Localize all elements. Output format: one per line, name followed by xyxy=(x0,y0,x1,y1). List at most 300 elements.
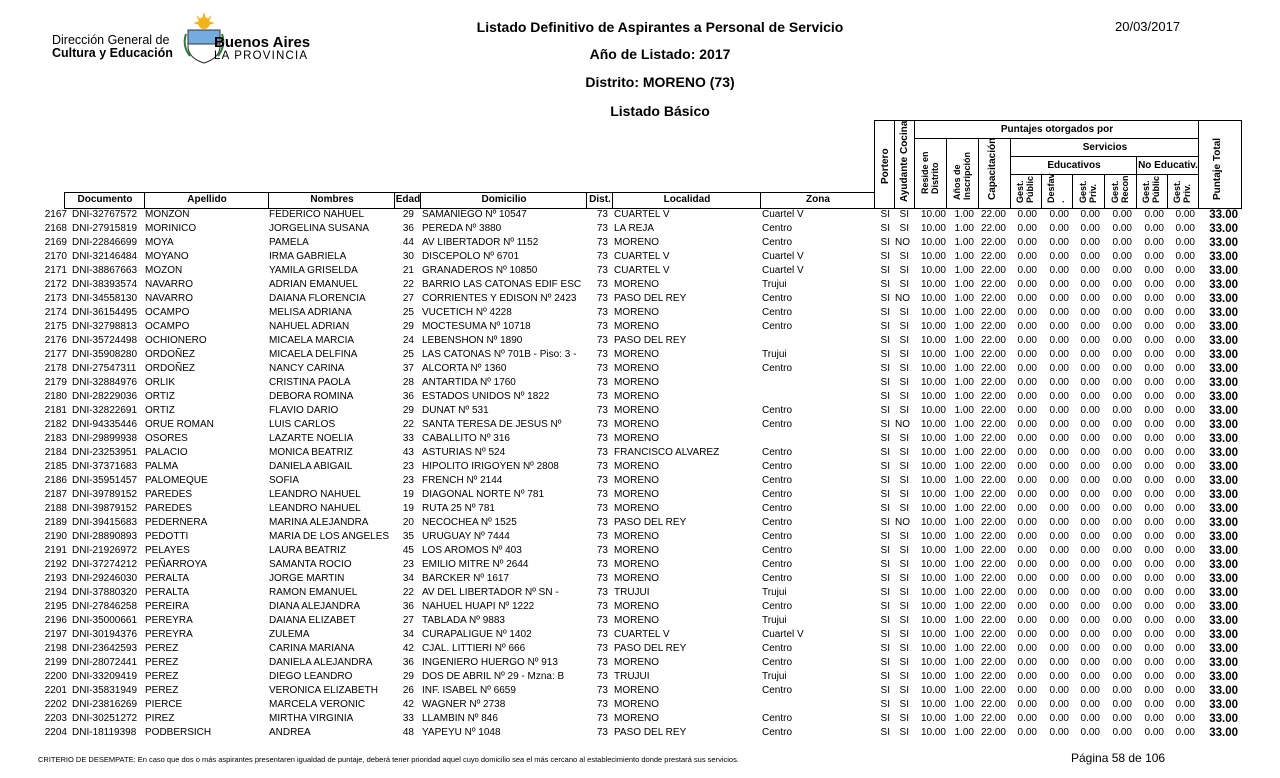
cell-nombres: FLAVIO DARIO xyxy=(269,405,339,416)
cell-score-s5: 0.00 xyxy=(1144,713,1164,724)
cell-portero: SI xyxy=(880,489,890,500)
cell-portero: SI xyxy=(880,223,890,234)
cell-documento: DNI-18119398 xyxy=(72,727,137,738)
cell-edad: 23 xyxy=(402,559,414,570)
cell-ayudante: SI xyxy=(899,391,909,402)
cell-portero: SI xyxy=(880,531,890,542)
cell-score-s2: 0.00 xyxy=(1049,447,1069,458)
cell-score-s2: 0.00 xyxy=(1049,671,1069,682)
cell-score-s2: 0.00 xyxy=(1049,307,1069,318)
cell-dist: 73 xyxy=(596,335,608,346)
cell-apellido: PERALTA xyxy=(145,573,190,584)
cell-ayudante: SI xyxy=(899,531,909,542)
cell-score-s6: 0.00 xyxy=(1175,657,1195,668)
cell-puntaje-total: 33.00 xyxy=(1209,293,1238,305)
cell-score-cap: 22.00 xyxy=(980,713,1006,724)
cell-score-s4: 0.00 xyxy=(1112,531,1132,542)
cell-nombres: VERONICA ELIZABETH xyxy=(269,685,378,696)
cell-score-s5: 0.00 xyxy=(1144,475,1164,486)
cell-score-s4: 0.00 xyxy=(1112,657,1132,668)
cell-puntaje-total: 33.00 xyxy=(1209,671,1238,683)
table-row xyxy=(0,474,1280,488)
cell-domicilio: MOCTESUMA Nº 10718 xyxy=(422,321,531,332)
cell-score-s3: 0.00 xyxy=(1080,531,1100,542)
report-date: 20/03/2017 xyxy=(1115,19,1181,34)
cell-puntaje-total: 33.00 xyxy=(1209,237,1238,249)
cell-documento: DNI-33209419 xyxy=(72,671,138,682)
cell-score-s6: 0.00 xyxy=(1175,643,1195,654)
cell-score-cap: 22.00 xyxy=(980,671,1006,682)
cell-score-s1: 0.00 xyxy=(1017,559,1037,570)
cell-score-cap: 22.00 xyxy=(980,349,1006,360)
cell-score-s4: 0.00 xyxy=(1112,587,1132,598)
cell-score-s4: 0.00 xyxy=(1112,447,1132,458)
cell-score-s1: 0.00 xyxy=(1017,713,1037,724)
cell-score-s2: 0.00 xyxy=(1049,209,1069,220)
cell-dist: 73 xyxy=(596,349,608,360)
cell-score-ani: 1.00 xyxy=(954,727,974,738)
listing-subtitle: Listado Básico xyxy=(610,103,710,119)
cell-localidad: MORENO xyxy=(614,657,659,668)
cell-documento: DNI-28890893 xyxy=(72,531,138,542)
cell-localidad: LA REJA xyxy=(614,223,655,234)
cell-apellido: PEDERNERA xyxy=(145,517,208,528)
cell-score-s2: 0.00 xyxy=(1049,419,1069,430)
cell-apellido: PELAYES xyxy=(145,545,190,556)
cell-apellido: PEREYRA xyxy=(145,615,193,626)
cell-portero: SI xyxy=(880,349,890,360)
row-number: 2204 xyxy=(44,727,67,738)
cell-score-s3: 0.00 xyxy=(1080,615,1100,626)
cell-score-s6: 0.00 xyxy=(1175,461,1195,472)
cell-apellido: MOYA xyxy=(145,237,174,248)
cell-puntaje-total: 33.00 xyxy=(1209,377,1238,389)
cell-localidad: PASO DEL REY xyxy=(614,643,687,654)
cell-score-s6: 0.00 xyxy=(1175,559,1195,570)
cell-nombres: MARCELA VERONIC xyxy=(269,699,366,710)
cell-score-s3: 0.00 xyxy=(1080,475,1100,486)
cell-score-s6: 0.00 xyxy=(1175,237,1195,248)
cell-score-s6: 0.00 xyxy=(1175,279,1195,290)
cell-dist: 73 xyxy=(596,475,608,486)
cell-localidad: MORENO xyxy=(614,489,659,500)
cell-score-s5: 0.00 xyxy=(1144,405,1164,416)
cell-domicilio: SANTA TERESA DE JESUS Nº xyxy=(422,419,562,430)
cell-score-s1: 0.00 xyxy=(1017,237,1037,248)
cell-apellido: MOYANO xyxy=(145,251,189,262)
cell-documento: DNI-29246030 xyxy=(72,573,138,584)
cell-score-res: 10.00 xyxy=(920,727,946,738)
cell-puntaje-total: 33.00 xyxy=(1209,307,1238,319)
cell-score-s2: 0.00 xyxy=(1049,251,1069,262)
row-number: 2175 xyxy=(44,321,67,332)
cell-score-s4: 0.00 xyxy=(1112,419,1132,430)
cell-localidad: MORENO xyxy=(614,321,659,332)
cell-portero: SI xyxy=(880,587,890,598)
cell-score-res: 10.00 xyxy=(920,643,946,654)
cell-domicilio: ANTARTIDA Nº 1760 xyxy=(422,377,516,388)
table-row xyxy=(0,712,1280,726)
cell-ayudante: SI xyxy=(899,475,909,486)
row-number: 2187 xyxy=(44,489,67,500)
cell-apellido: MORINICO xyxy=(145,223,197,234)
cell-dist: 73 xyxy=(596,657,608,668)
cell-puntaje-total: 33.00 xyxy=(1209,531,1238,543)
cell-score-s2: 0.00 xyxy=(1049,363,1069,374)
cell-score-ani: 1.00 xyxy=(954,559,974,570)
cell-nombres: DANIELA ALEJANDRA xyxy=(269,657,373,668)
cell-dist: 73 xyxy=(596,685,608,696)
cell-score-s2: 0.00 xyxy=(1049,265,1069,276)
cell-apellido: PAREDES xyxy=(145,489,193,500)
cell-apellido: MONZON xyxy=(145,209,190,220)
cell-score-s1: 0.00 xyxy=(1017,475,1037,486)
cell-documento: DNI-23816269 xyxy=(72,699,138,710)
table-row xyxy=(0,628,1280,642)
cell-score-s1: 0.00 xyxy=(1017,433,1037,444)
cell-score-s2: 0.00 xyxy=(1049,713,1069,724)
cell-edad: 22 xyxy=(402,587,414,598)
row-number: 2176 xyxy=(44,335,67,346)
row-number: 2177 xyxy=(44,349,67,360)
cell-domicilio: LLAMBIN Nº 846 xyxy=(422,713,498,724)
cell-score-ani: 1.00 xyxy=(954,237,974,248)
cell-ayudante: SI xyxy=(899,573,909,584)
cell-score-s2: 0.00 xyxy=(1049,223,1069,234)
cell-documento: DNI-30251272 xyxy=(72,713,138,724)
cell-score-s3: 0.00 xyxy=(1080,657,1100,668)
cell-score-s2: 0.00 xyxy=(1049,517,1069,528)
cell-score-s6: 0.00 xyxy=(1175,209,1195,220)
cell-score-s4: 0.00 xyxy=(1112,335,1132,346)
cell-nombres: FEDERICO NAHUEL xyxy=(269,209,365,220)
cell-apellido: PEREZ xyxy=(145,671,179,682)
cell-domicilio: DOS DE ABRIL Nº 29 - Mzna: B xyxy=(422,671,565,682)
cell-zona: Centro xyxy=(762,475,793,486)
cell-score-cap: 22.00 xyxy=(980,573,1006,584)
cell-dist: 73 xyxy=(596,489,608,500)
cell-ayudante: SI xyxy=(899,265,909,276)
cell-score-s4: 0.00 xyxy=(1112,349,1132,360)
cell-apellido: ORLIK xyxy=(145,377,176,388)
cell-score-s5: 0.00 xyxy=(1144,587,1164,598)
cell-score-s6: 0.00 xyxy=(1175,587,1195,598)
cell-edad: 42 xyxy=(402,699,414,710)
cell-documento: DNI-28229036 xyxy=(72,391,138,402)
cell-score-ani: 1.00 xyxy=(954,293,974,304)
cell-localidad: TRUJUI xyxy=(614,587,650,598)
table-row xyxy=(0,460,1280,474)
cell-nombres: DANIELA ABIGAIL xyxy=(269,461,353,472)
row-number: 2185 xyxy=(44,461,67,472)
cell-score-s6: 0.00 xyxy=(1175,601,1195,612)
cell-localidad: MORENO xyxy=(614,699,659,710)
cell-score-ani: 1.00 xyxy=(954,251,974,262)
cell-zona: Centro xyxy=(762,531,793,542)
row-number: 2167 xyxy=(44,209,67,220)
cell-score-s2: 0.00 xyxy=(1049,657,1069,668)
cell-zona: Centro xyxy=(762,363,793,374)
cell-nombres: LEANDRO NAHUEL xyxy=(269,503,361,514)
row-number: 2168 xyxy=(44,223,67,234)
cell-score-res: 10.00 xyxy=(920,349,946,360)
cell-documento: DNI-35908280 xyxy=(72,349,138,360)
cell-ayudante: SI xyxy=(899,643,909,654)
cell-portero: SI xyxy=(880,279,890,290)
page-number: Página 58 de 106 xyxy=(1071,751,1166,765)
cell-score-ani: 1.00 xyxy=(954,307,974,318)
cell-zona: Trujui xyxy=(762,349,787,360)
cell-zona: Centro xyxy=(762,657,793,668)
cell-score-s5: 0.00 xyxy=(1144,489,1164,500)
cell-score-s3: 0.00 xyxy=(1080,587,1100,598)
cell-dist: 73 xyxy=(596,531,608,542)
group-servicios xyxy=(1010,138,1200,158)
col-gest-public-no-edu-label: Gest. Públic xyxy=(1141,175,1161,203)
cell-localidad: MORENO xyxy=(614,559,659,570)
cell-localidad: MORENO xyxy=(614,363,659,374)
cell-nombres: LAURA BEATRIZ xyxy=(269,545,347,556)
cell-domicilio: INF. ISABEL Nº 6659 xyxy=(422,685,516,696)
col-capacitacion-label: Capacitación xyxy=(987,137,998,200)
cell-domicilio: CORRIENTES Y EDISON Nº 2423 xyxy=(422,293,577,304)
cell-score-s1: 0.00 xyxy=(1017,223,1037,234)
cell-ayudante: SI xyxy=(899,433,909,444)
cell-documento: DNI-36154495 xyxy=(72,307,138,318)
cell-score-s2: 0.00 xyxy=(1049,377,1069,388)
cell-score-ani: 1.00 xyxy=(954,405,974,416)
cell-score-cap: 22.00 xyxy=(980,209,1006,220)
cell-score-res: 10.00 xyxy=(920,713,946,724)
table-row xyxy=(0,488,1280,502)
col-ayudante-label: Ayudante Cocina xyxy=(899,120,910,202)
cell-nombres: SOFIA xyxy=(269,475,300,486)
cell-score-s5: 0.00 xyxy=(1144,671,1164,682)
cell-dist: 73 xyxy=(596,671,608,682)
cell-score-res: 10.00 xyxy=(920,573,946,584)
cell-score-ani: 1.00 xyxy=(954,601,974,612)
cell-score-s1: 0.00 xyxy=(1017,489,1037,500)
cell-domicilio: DISCEPOLO Nº 6701 xyxy=(422,251,520,262)
cell-score-s1: 0.00 xyxy=(1017,615,1037,626)
cell-score-res: 10.00 xyxy=(920,517,946,528)
cell-portero: SI xyxy=(880,545,890,556)
cell-apellido: PALACIO xyxy=(145,447,188,458)
row-number: 2188 xyxy=(44,503,67,514)
cell-score-ani: 1.00 xyxy=(954,671,974,682)
cell-score-cap: 22.00 xyxy=(980,489,1006,500)
cell-score-s5: 0.00 xyxy=(1144,531,1164,542)
cell-score-s6: 0.00 xyxy=(1175,223,1195,234)
cell-dist: 73 xyxy=(596,629,608,640)
cell-puntaje-total: 33.00 xyxy=(1209,699,1238,711)
cell-score-cap: 22.00 xyxy=(980,321,1006,332)
cell-score-ani: 1.00 xyxy=(954,279,974,290)
table-row xyxy=(0,404,1280,418)
cell-score-s2: 0.00 xyxy=(1049,531,1069,542)
cell-puntaje-total: 33.00 xyxy=(1209,251,1238,263)
cell-score-ani: 1.00 xyxy=(954,265,974,276)
cell-score-s2: 0.00 xyxy=(1049,475,1069,486)
cell-dist: 73 xyxy=(596,223,608,234)
row-number: 2172 xyxy=(44,279,67,290)
cell-portero: SI xyxy=(880,713,890,724)
cell-domicilio: DUNAT Nº 531 xyxy=(422,405,489,416)
cell-nombres: JORGE MARTIN xyxy=(269,573,345,584)
tiebreak-criteria: CRITERIO DE DESEMPATE: En caso que dos o más aspirantes presentaren igualdad de puntaje, deberá tener prioridad aquel cuyo domicilio sea el más cercano al establecimiento donde prestará sus servicios. xyxy=(38,755,739,764)
cell-score-s3: 0.00 xyxy=(1080,545,1100,556)
cell-zona: Cuartel V xyxy=(762,209,804,220)
cell-documento: DNI-32822691 xyxy=(72,405,138,416)
cell-documento: DNI-94335446 xyxy=(72,419,138,430)
cell-puntaje-total: 33.00 xyxy=(1209,265,1238,277)
cell-portero: SI xyxy=(880,293,890,304)
cell-score-cap: 22.00 xyxy=(980,699,1006,710)
cell-puntaje-total: 33.00 xyxy=(1209,433,1238,445)
cell-score-cap: 22.00 xyxy=(980,643,1006,654)
cell-score-res: 10.00 xyxy=(920,531,946,542)
cell-score-res: 10.00 xyxy=(920,461,946,472)
cell-documento: DNI-35724498 xyxy=(72,335,138,346)
cell-edad: 23 xyxy=(402,461,414,472)
row-number: 2194 xyxy=(44,587,67,598)
cell-ayudante: SI xyxy=(899,699,909,710)
cell-score-cap: 22.00 xyxy=(980,447,1006,458)
cell-domicilio: GRANADEROS Nº 10850 xyxy=(422,265,538,276)
cell-score-s1: 0.00 xyxy=(1017,601,1037,612)
cell-edad: 33 xyxy=(402,713,414,724)
cell-portero: SI xyxy=(880,685,890,696)
cell-puntaje-total: 33.00 xyxy=(1209,713,1238,725)
col-zona-label: Zona xyxy=(806,194,830,205)
cell-score-s6: 0.00 xyxy=(1175,251,1195,262)
cell-score-s5: 0.00 xyxy=(1144,335,1164,346)
logo-province-text xyxy=(214,36,310,62)
cell-edad: 20 xyxy=(402,517,414,528)
cell-score-s5: 0.00 xyxy=(1144,559,1164,570)
cell-score-s2: 0.00 xyxy=(1049,629,1069,640)
cell-score-s2: 0.00 xyxy=(1049,559,1069,570)
cell-edad: 30 xyxy=(402,251,414,262)
cell-score-ani: 1.00 xyxy=(954,657,974,668)
cell-score-s4: 0.00 xyxy=(1112,503,1132,514)
cell-domicilio: ESTADOS UNIDOS Nº 1822 xyxy=(422,391,550,402)
cell-score-s2: 0.00 xyxy=(1049,685,1069,696)
cell-score-s3: 0.00 xyxy=(1080,489,1100,500)
cell-score-s1: 0.00 xyxy=(1017,545,1037,556)
cell-score-s4: 0.00 xyxy=(1112,307,1132,318)
cell-score-s3: 0.00 xyxy=(1080,713,1100,724)
cell-localidad: MORENO xyxy=(614,349,659,360)
cell-score-s5: 0.00 xyxy=(1144,419,1164,430)
cell-documento: DNI-34558130 xyxy=(72,293,138,304)
cell-score-s4: 0.00 xyxy=(1112,573,1132,584)
cell-score-s2: 0.00 xyxy=(1049,545,1069,556)
cell-score-s2: 0.00 xyxy=(1049,587,1069,598)
table-row xyxy=(0,698,1280,712)
cell-nombres: MARINA ALEJANDRA xyxy=(269,517,369,528)
cell-domicilio: CURAPALIGUE Nº 1402 xyxy=(422,629,532,640)
cell-score-s3: 0.00 xyxy=(1080,573,1100,584)
cell-score-s4: 0.00 xyxy=(1112,391,1132,402)
cell-domicilio: ASTURIAS Nº 524 xyxy=(422,447,506,458)
cell-domicilio: AV DEL LIBERTADOR Nº SN - xyxy=(422,587,559,598)
cell-apellido: PEREZ xyxy=(145,657,179,668)
row-number: 2170 xyxy=(44,251,67,262)
cell-edad: 44 xyxy=(402,237,414,248)
cell-score-s1: 0.00 xyxy=(1017,461,1037,472)
cell-score-s4: 0.00 xyxy=(1112,713,1132,724)
group-no-educativos-label: No Educativ. xyxy=(1138,160,1198,171)
cell-score-res: 10.00 xyxy=(920,475,946,486)
cell-score-s6: 0.00 xyxy=(1175,615,1195,626)
cell-score-s2: 0.00 xyxy=(1049,601,1069,612)
table-row xyxy=(0,362,1280,376)
cell-apellido: ORUE ROMAN xyxy=(145,419,214,430)
cell-localidad: MORENO xyxy=(614,461,659,472)
cell-zona: Centro xyxy=(762,307,793,318)
cell-score-s1: 0.00 xyxy=(1017,419,1037,430)
cell-score-s1: 0.00 xyxy=(1017,209,1037,220)
cell-documento: DNI-35951457 xyxy=(72,475,138,486)
cell-portero: SI xyxy=(880,391,890,402)
cell-score-ani: 1.00 xyxy=(954,489,974,500)
cell-apellido: NAVARRO xyxy=(145,279,193,290)
cell-score-s1: 0.00 xyxy=(1017,335,1037,346)
cell-dist: 73 xyxy=(596,405,608,416)
cell-score-s3: 0.00 xyxy=(1080,377,1100,388)
cell-score-s4: 0.00 xyxy=(1112,643,1132,654)
cell-apellido: PEÑARROYA xyxy=(145,559,208,570)
cell-ayudante: SI xyxy=(899,349,909,360)
cell-score-s3: 0.00 xyxy=(1080,461,1100,472)
cell-score-s1: 0.00 xyxy=(1017,517,1037,528)
logo-org-line2: Cultura y Educación xyxy=(52,46,173,60)
cell-score-s6: 0.00 xyxy=(1175,671,1195,682)
cell-portero: SI xyxy=(880,433,890,444)
cell-domicilio: SAMANIEGO Nº 10547 xyxy=(422,209,527,220)
table-row xyxy=(0,558,1280,572)
cell-localidad: MORENO xyxy=(614,475,659,486)
cell-portero: SI xyxy=(880,363,890,374)
cell-score-s5: 0.00 xyxy=(1144,615,1164,626)
cell-puntaje-total: 33.00 xyxy=(1209,475,1238,487)
cell-score-res: 10.00 xyxy=(920,433,946,444)
cell-score-s3: 0.00 xyxy=(1080,601,1100,612)
cell-score-s1: 0.00 xyxy=(1017,391,1037,402)
cell-apellido: PEREZ xyxy=(145,685,179,696)
cell-score-s1: 0.00 xyxy=(1017,503,1037,514)
col-localidad-label: Localidad xyxy=(663,194,711,205)
cell-score-s5: 0.00 xyxy=(1144,573,1164,584)
cell-score-s4: 0.00 xyxy=(1112,405,1132,416)
cell-score-s4: 0.00 xyxy=(1112,237,1132,248)
cell-nombres: ZULEMA xyxy=(269,629,310,640)
cell-score-cap: 22.00 xyxy=(980,531,1006,542)
cell-dist: 73 xyxy=(596,377,608,388)
cell-score-s3: 0.00 xyxy=(1080,433,1100,444)
cell-score-s4: 0.00 xyxy=(1112,321,1132,332)
cell-score-cap: 22.00 xyxy=(980,545,1006,556)
cell-score-s5: 0.00 xyxy=(1144,237,1164,248)
cell-score-s2: 0.00 xyxy=(1049,433,1069,444)
cell-score-res: 10.00 xyxy=(920,503,946,514)
table-row xyxy=(0,222,1280,236)
cell-score-res: 10.00 xyxy=(920,601,946,612)
table-row xyxy=(0,306,1280,320)
cell-ayudante: SI xyxy=(899,615,909,626)
cell-portero: SI xyxy=(880,209,890,220)
